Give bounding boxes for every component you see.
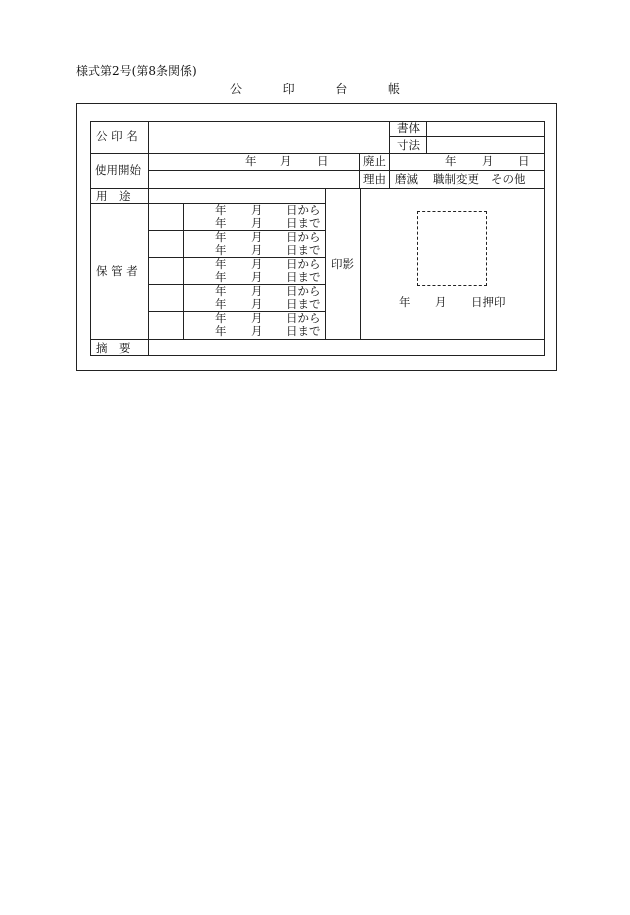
abolish-day: 日 [518, 154, 530, 168]
start-month: 月 [280, 154, 292, 168]
start-label: 使用開始 [95, 163, 141, 177]
period-year: 年 [215, 230, 227, 244]
reason-option-reorg: 職制変更 [433, 172, 479, 186]
period-to: 日まで [286, 324, 321, 338]
period-from: 日から [286, 257, 321, 271]
reason-option-wear: 磨滅 [395, 172, 418, 186]
period-month: 月 [251, 324, 263, 338]
style-label: 書体 [397, 121, 420, 135]
period-month: 月 [251, 216, 263, 230]
usage-label: 用 途 [96, 189, 131, 203]
period-year: 年 [215, 284, 227, 298]
abolish-month: 月 [482, 154, 494, 168]
period-year: 年 [215, 257, 227, 271]
period-to: 日まで [286, 297, 321, 311]
custodian-label: 保 管 者 [96, 264, 138, 278]
period-year: 年 [215, 216, 227, 230]
abolish-label: 廃止 [363, 154, 386, 168]
period-year: 年 [215, 243, 227, 257]
period-to: 日まで [286, 243, 321, 257]
period-from: 日から [286, 230, 321, 244]
period-year: 年 [215, 297, 227, 311]
period-from: 日から [286, 284, 321, 298]
abolish-year: 年 [445, 154, 457, 168]
period-month: 月 [251, 270, 263, 284]
period-year: 年 [215, 270, 227, 284]
reason-option-other: その他 [491, 172, 526, 186]
remarks-label: 摘 要 [96, 341, 131, 355]
seal-year: 年 [399, 295, 411, 309]
period-year: 年 [215, 203, 227, 217]
title-char: 台 [335, 82, 348, 96]
start-day: 日 [317, 154, 329, 168]
seal-month: 月 [435, 295, 447, 309]
period-month: 月 [251, 257, 263, 271]
seal-name-label: 公 印 名 [96, 129, 138, 143]
period-month: 月 [251, 203, 263, 217]
start-year: 年 [245, 154, 257, 168]
period-from: 日から [286, 311, 321, 325]
seal-impression-box [417, 211, 487, 286]
size-label: 寸法 [397, 138, 420, 152]
seal-date-suffix: 日押印 [471, 295, 506, 309]
page-title [230, 80, 400, 97]
period-month: 月 [251, 230, 263, 244]
impression-label: 印影 [331, 257, 354, 271]
period-month: 月 [251, 297, 263, 311]
period-month: 月 [251, 284, 263, 298]
period-month: 月 [251, 311, 263, 325]
title-char: 公 [230, 82, 243, 96]
period-to: 日まで [286, 270, 321, 284]
form-number: 様式第2号(第8条関係) [76, 64, 197, 78]
seal-register-form [76, 103, 557, 371]
title-char: 帳 [387, 82, 400, 96]
period-year: 年 [215, 311, 227, 325]
period-month: 月 [251, 243, 263, 257]
period-year: 年 [215, 324, 227, 338]
title-char: 印 [282, 82, 295, 96]
reason-label: 理由 [363, 172, 386, 186]
period-to: 日まで [286, 216, 321, 230]
period-from: 日から [286, 203, 321, 217]
